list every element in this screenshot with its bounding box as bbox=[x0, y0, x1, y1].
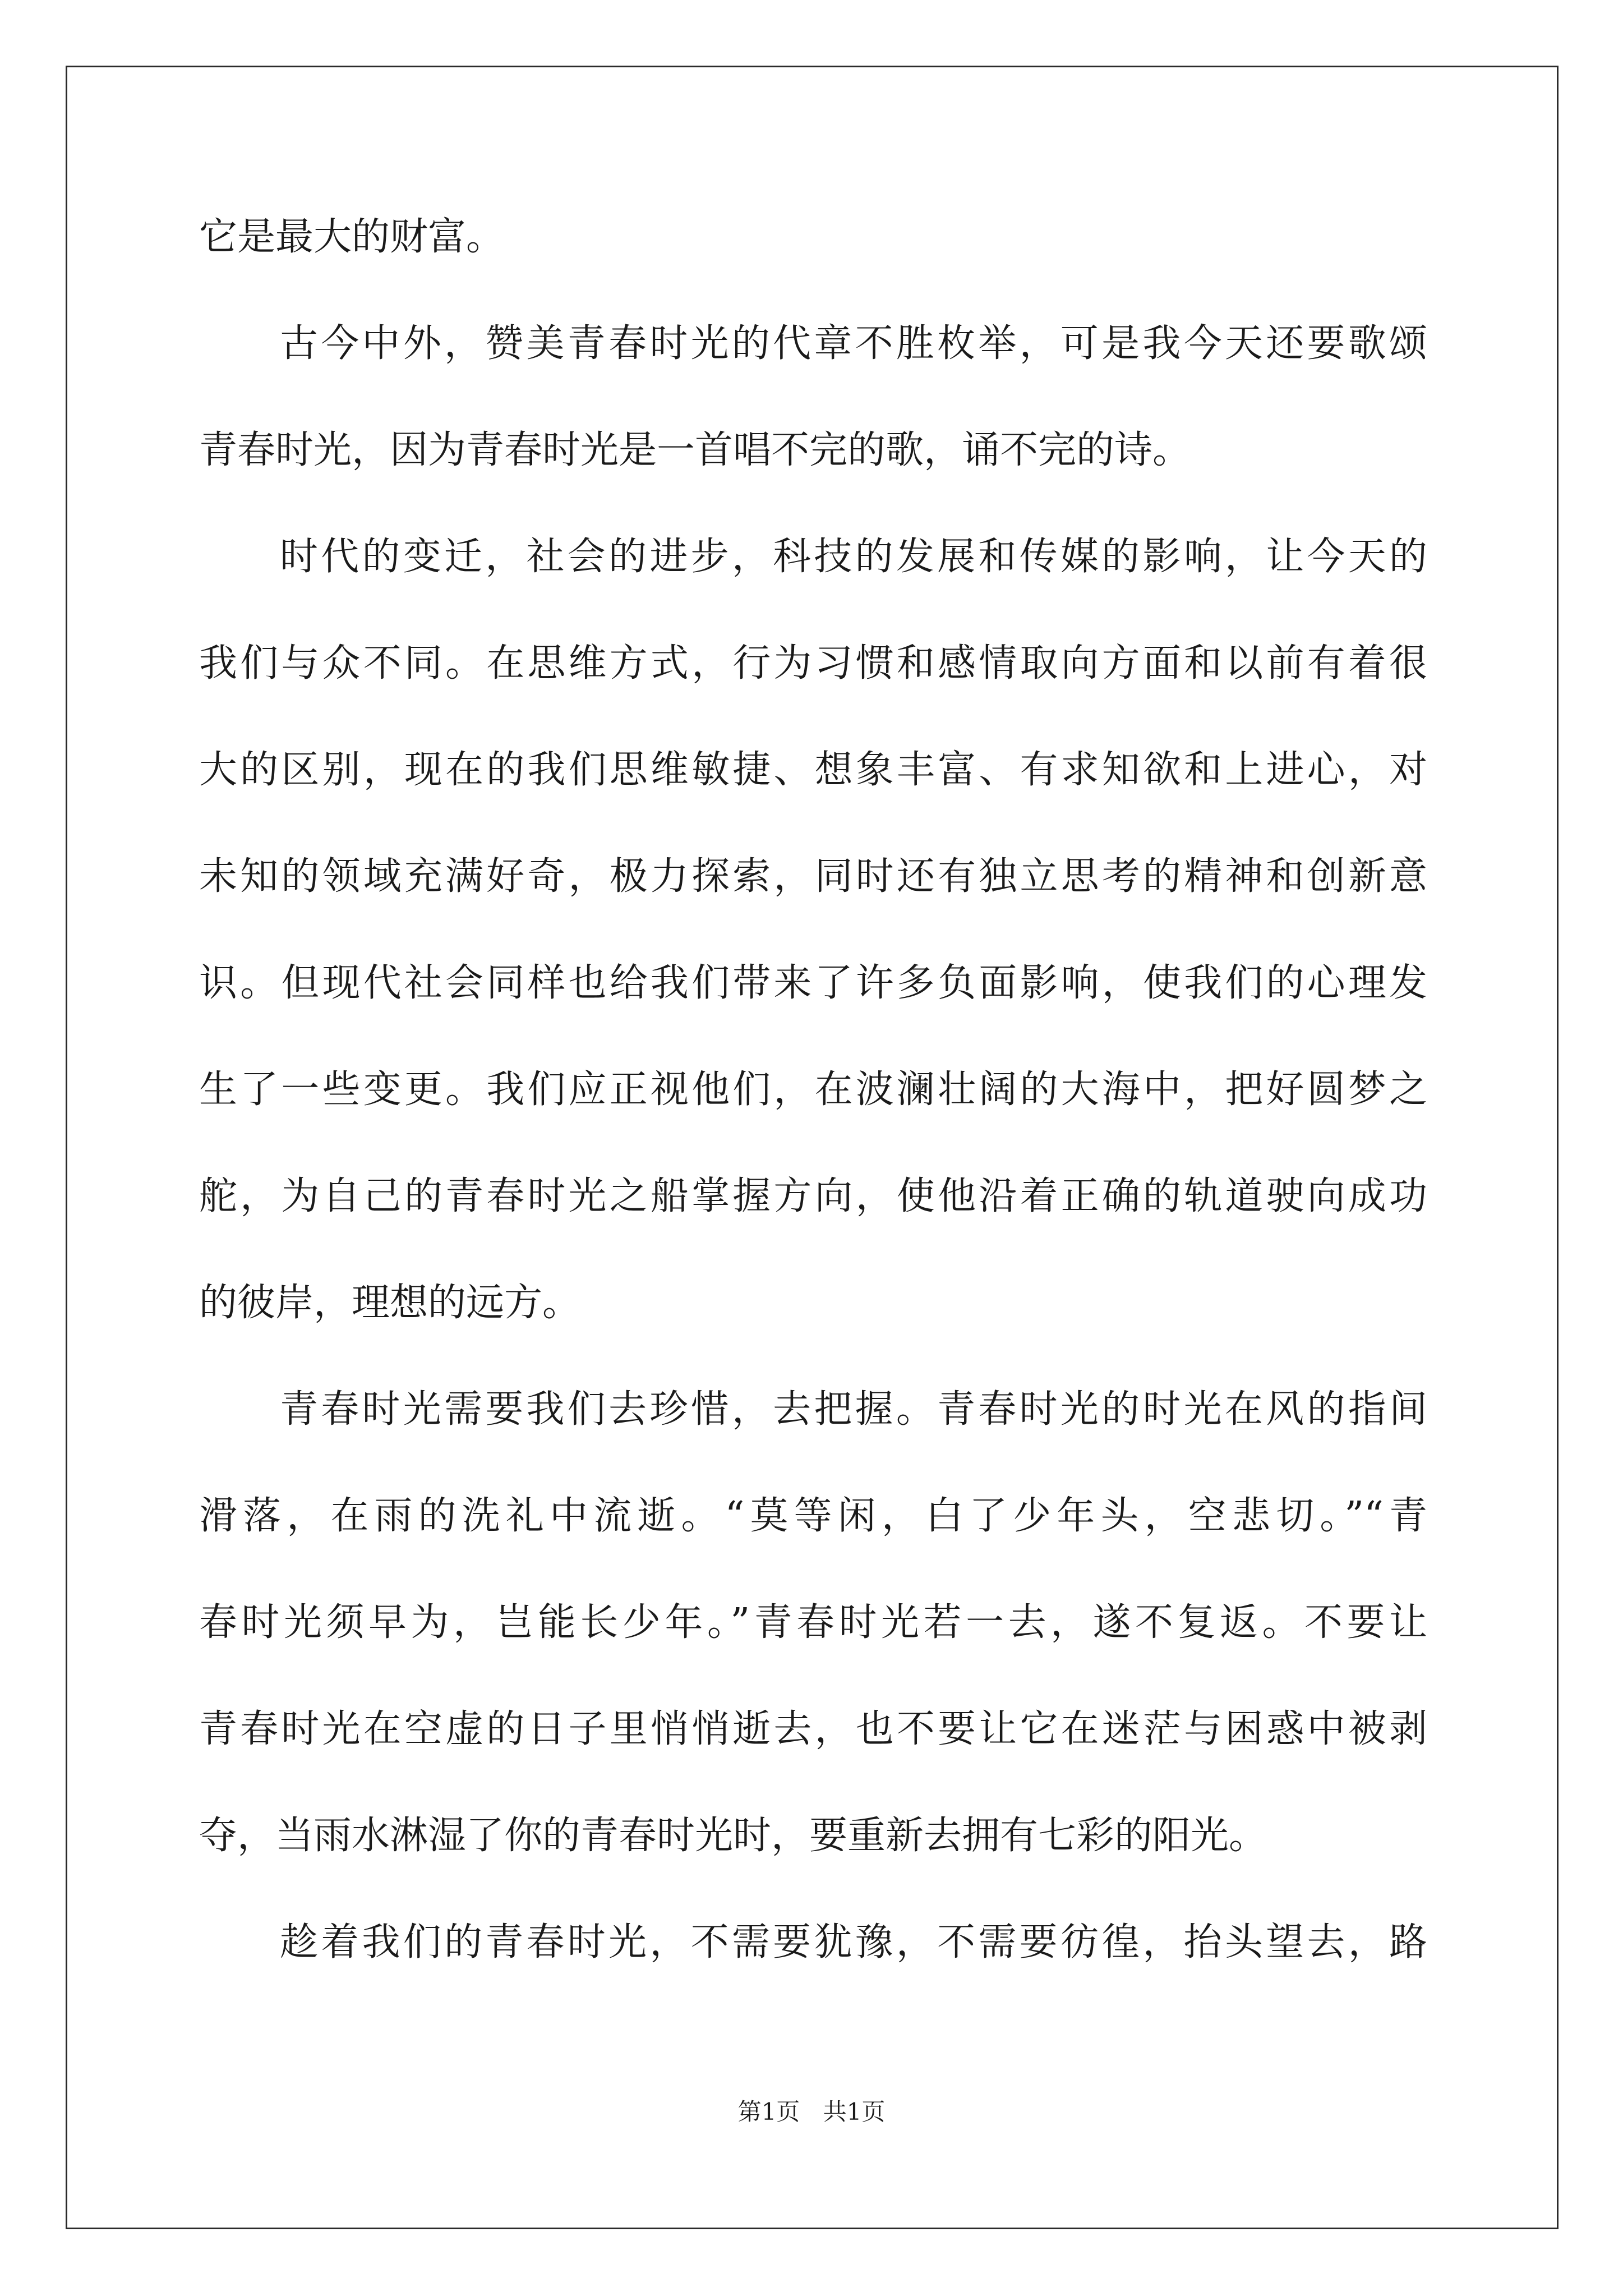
text-line: 春时光须早为，岂能长少年。”青春时光若一去，遂不复返。不要让 bbox=[199, 1600, 1427, 1645]
text-line: 大的区别，现在的我们思维敏捷、想象丰富、有求知欲和上进心，对 bbox=[199, 748, 1427, 792]
text-line: 它是最大的财富。 bbox=[199, 215, 505, 259]
text-line: 滑落，在雨的洗礼中流逝。“莫等闲，白了少年头，空悲切。”“青 bbox=[199, 1494, 1427, 1538]
document-body bbox=[199, 204, 1427, 2016]
text-line: 青春时光在空虚的日子里悄悄逝去，也不要让它在迷茫与困惑中被剥 bbox=[199, 1707, 1427, 1751]
page-number-total: 共1页 bbox=[823, 2098, 886, 2125]
text-line: 夺，当雨水淋湿了你的青春时光时，要重新去拥有七彩的阳光。 bbox=[199, 1814, 1267, 1858]
text-line: 我们与众不同。在思维方式，行为习惯和感情取向方面和以前有着很 bbox=[199, 641, 1427, 685]
text-line: 趁着我们的青春时光，不需要犹豫，不需要彷徨，抬头望去，路 bbox=[280, 1920, 1427, 1964]
text-line: 青春时光，因为青春时光是一首唱不完的歌，诵不完的诗。 bbox=[199, 428, 1191, 472]
text-line: 古今中外，赞美青春时光的代章不胜枚举，可是我今天还要歌颂 bbox=[280, 321, 1427, 366]
page-footer bbox=[0, 2095, 1623, 2129]
text-line: 未知的领域充满好奇，极力探索，同时还有独立思考的精神和创新意 bbox=[199, 854, 1427, 899]
text-line: 青春时光需要我们去珍惜，去把握。青春时光的时光在风的指间 bbox=[280, 1387, 1427, 1432]
text-line: 舵，为自己的青春时光之船掌握方向，使他沿着正确的轨道驶向成功 bbox=[199, 1174, 1427, 1218]
page-number-current: 第1页 bbox=[737, 2098, 800, 2125]
text-line: 识。但现代社会同样也给我们带来了许多负面影响，使我们的心理发 bbox=[199, 961, 1427, 1005]
text-line: 的彼岸，理想的远方。 bbox=[199, 1281, 581, 1325]
text-line: 生了一些变更。我们应正视他们，在波澜壮阔的大海中，把好圆梦之 bbox=[199, 1068, 1427, 1112]
text-line: 时代的变迁，社会的进步，科技的发展和传媒的影响，让今天的 bbox=[280, 535, 1427, 579]
